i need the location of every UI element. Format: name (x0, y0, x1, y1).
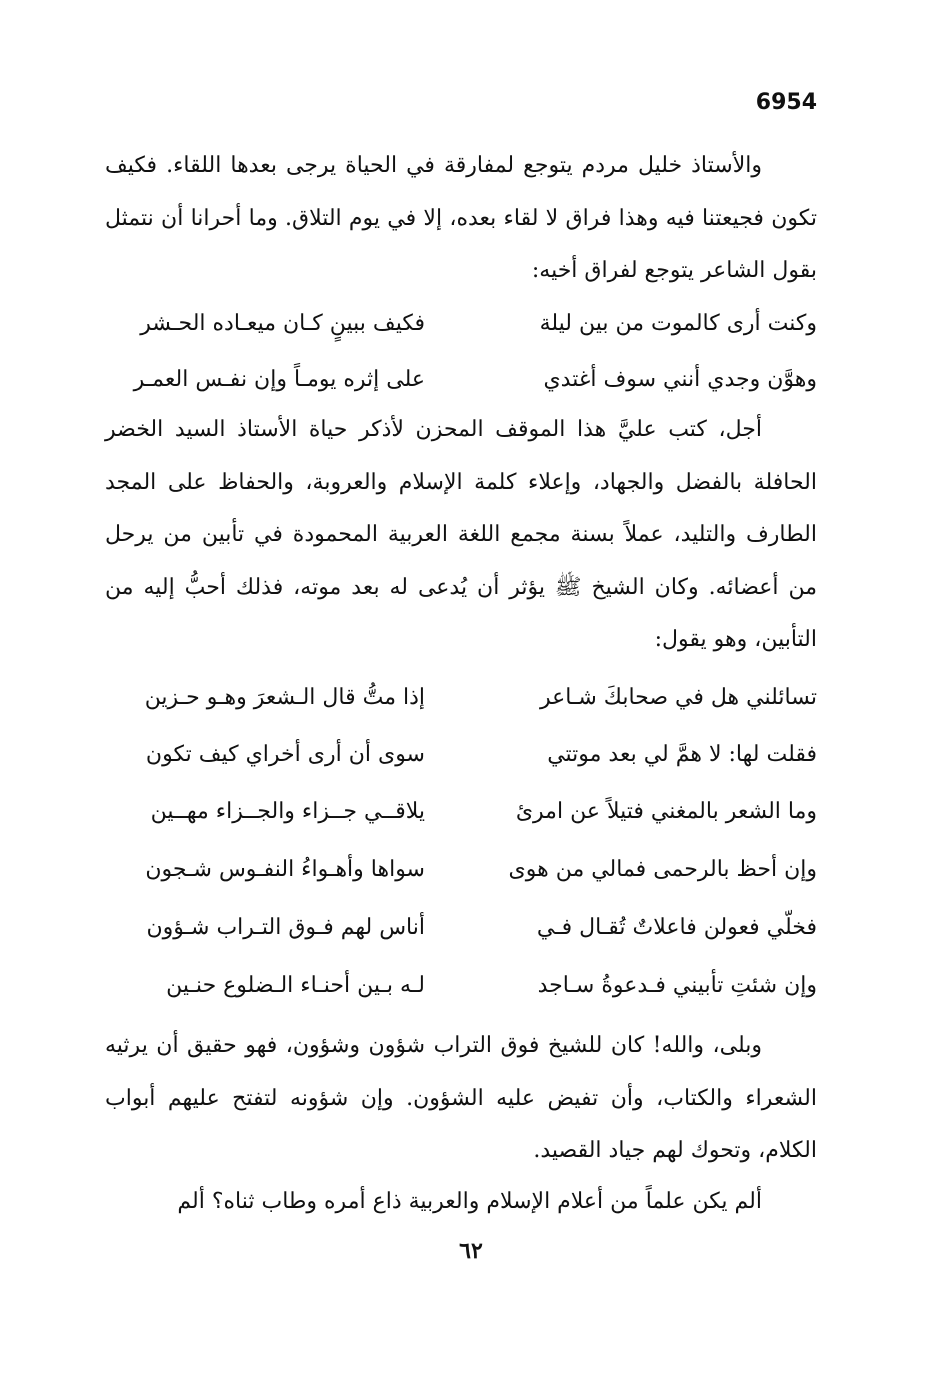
verse-first-hemistich: فخلّي فعولن فاعلاتٌ تُقـال فـي (536, 915, 817, 940)
verse-first-hemistich: وإن شئتِ تأبيني فـدعوةُ سـاجد (537, 973, 817, 998)
page-number: ٦٢ (459, 1238, 483, 1264)
verse-second-hemistich: سوى أن أرى أخراي كيف تكون (145, 742, 425, 767)
verse-first-hemistich: وكنت أرى كالموت من بين ليلة (539, 311, 817, 336)
poem-verse (105, 352, 817, 408)
verse-second-hemistich: سواها وأهـواءُ النفـوس شـجون (145, 857, 425, 882)
verse-second-hemistich: فكيف ببينٍ كـان ميعـاده الحـشر (140, 311, 425, 336)
verse-first-hemistich: وما الشعر بالمغني فتيلاً عن امرئ (515, 799, 817, 824)
verse-second-hemistich: على إثره يومـاً وإن نفـس العمـر (133, 367, 425, 392)
verse-first-hemistich: وإن أحظ بالرحمى فمالي من هوى (508, 857, 817, 882)
verse-second-hemistich: أناس لهم فـوق التـراب شـؤون (146, 915, 425, 940)
verse-first-hemistich: وهوَّن وجدي أنني سوف أغتدي (543, 367, 817, 392)
verse-first-hemistich: فقلت لها: لا همَّ لي بعد موتتي (547, 742, 817, 767)
poem-verse (105, 900, 817, 956)
paragraph-biography: أجل، كتب عليَّ هذا الموقف المحزن لأذكر حياة الأستاذ السيد الخضر الحافلة بالفضل والجهاد، وإعلاء كلمة الإسلام والعروبة، والحفاظ على المجد الطارف والتليد، عملاً بسنة مجمع اللغة العربية المحمودة في تأبين من يرحل من أعضائه. وكان الشيخ ﷺ يؤثر أن يُدعى له بعد موته، فذلك أحبُّ إليه من التأبين، وهو يقول: (105, 417, 817, 652)
verse-second-hemistich: يلاقــي جــزاء والجــزاء مهــين (150, 799, 425, 824)
verse-second-hemistich: لـه بـين أحنـاء الـضلوع حنـين (166, 973, 425, 998)
poem-verse (105, 842, 817, 898)
verse-first-hemistich: تسائلني هل في صحابكَ شـاعر (539, 685, 817, 710)
paragraph-continuation: ألم يكن علماً من أعلام الإسلام والعربية ذاع أمره وطاب ثناه؟ ألم (177, 1189, 762, 1214)
verse-second-hemistich: إذا متُّ قال الـشعرَ وهـو حـزين (144, 685, 425, 710)
poem-verse (105, 670, 817, 726)
poem-verse (105, 958, 817, 1014)
paragraph-tribute: وبلى، والله! كان للشيخ فوق التراب شؤون وشؤون، فهو حقيق أن يرثيه الشعراء والكتاب، وأن تفيض عليه الشؤون. وإن شؤونه لتفتح عليهم أبواب الكلام، وتحوك لهم جياد القصيد. (105, 1033, 817, 1163)
document-number: 6954 (755, 90, 817, 115)
paragraph-intro: والأستاذ خليل مردم يتوجع لمفارقة في الحياة يرجى بعدها اللقاء. فكيف تكون فجيعتنا فيه وهذا فراق لا لقاء بعده، إلا في يوم التلاق. وما أحرانا أن نتمثل بقول الشاعر يتوجع لفراق أخيه: (105, 153, 817, 283)
poem-verse (105, 296, 817, 352)
poem-verse (105, 727, 817, 783)
poem-verse (105, 784, 817, 840)
